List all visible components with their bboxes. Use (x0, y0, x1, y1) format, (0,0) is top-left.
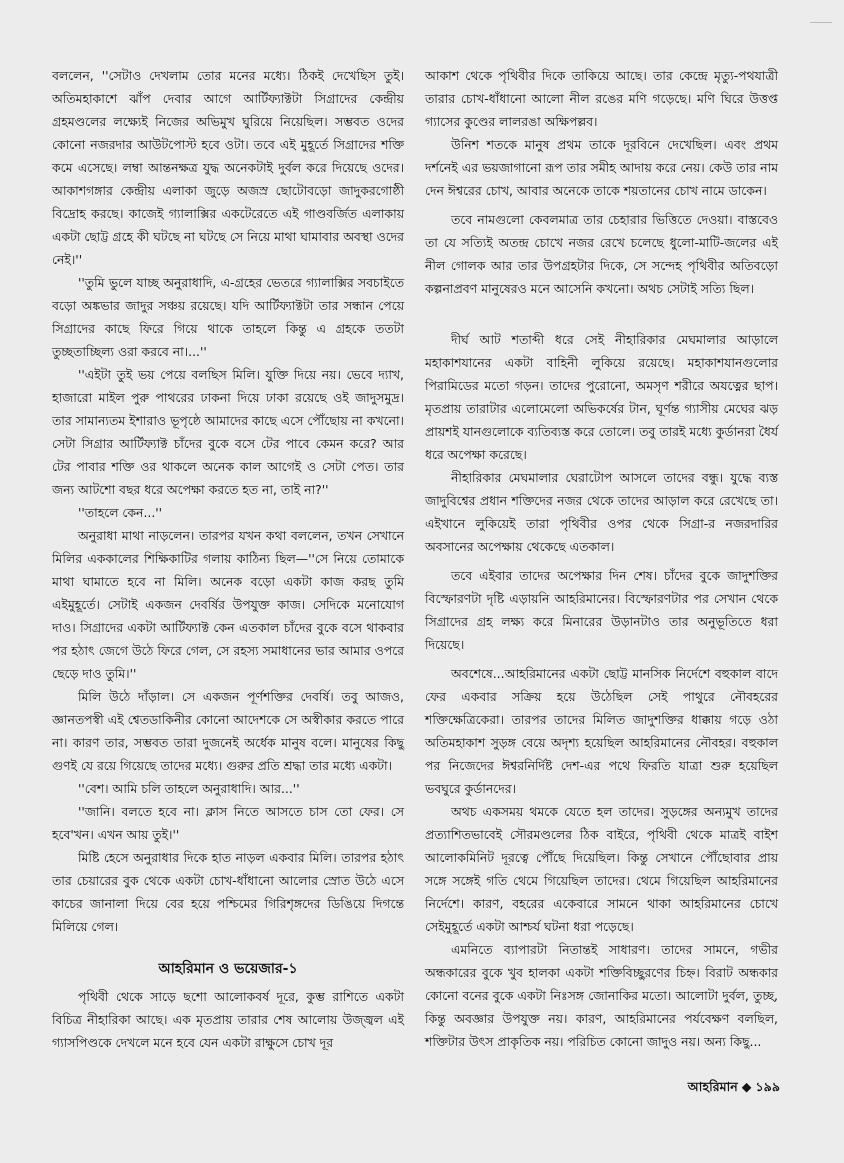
paragraph: নীহারিকার মেঘমালার ঘেরাটোপ আসলে তাদের বন্ধু। যুদ্ধে ব্যস্ত জাদুবিশ্বের প্রধান শক্তিদের নজর থেকে তাদের আড়াল করে রেখেছে তা। এইখানে লুকিয়েই তারা পৃথিবীর ওপর থেকে সিগ্রা-র নজরদারির অবসানের অপেক্ষায় থেকেছে এতকাল। (425, 470, 778, 554)
paragraph: বললেন, ''সেটাও দেখলাম তোর মনের মধ্যে। ঠিকই দেখেছিস তুই। অতিমহাকাশে ঝাঁপ দেবার আগে আর্টিফ্যাক্টটা সিগ্রাদের কেন্দ্রীয় গ্রহমণ্ডলের লক্ষ্যেই নিজের অভিমুখ ঘুরিয়ে নিয়েছিল। সম্ভবত ওদের কোনো নজরদার আউটপোস্ট হবে ওটা। তবে এই মুহূর্তে সিগ্রাদের শক্তি কমে এসেছে। লম্বা আন্তনক্ষত্র যুদ্ধ অনেকটাই দুর্বল করে দিয়েছে ওদের। আকাশগঙ্গার কেন্দ্রীয় এলাকা জুড়ে অজস্র ছোটোবড়ো জাদুকরগোষ্ঠী বিদ্রোহ করছে। কাজেই গ্যালাক্সির একটেরেতে এই গাণ্ডবর্জিত এলাকায় একটা ছোট্ট গ্রহে কী ঘটছে না ঘটছে সে নিয়ে মাথা ঘামাবার অবস্থা ওদের নেই।'' (52, 68, 404, 267)
section-heading: আহরিমান ও ভয়েজার-১ (158, 961, 298, 977)
paragraph: ''জানি। বলতে হবে না। ক্লাস নিতে আসতে চাস তো ফের। সে হবে'খন। এখন আয় তুই।'' (52, 804, 404, 842)
paragraph: ''তাহলে কেন...'' (78, 505, 163, 520)
page-edge-mark (810, 22, 832, 23)
paragraph: পৃথিবী থেকে সাড়ে ছশো আলোকবর্ষ দূরে, কুম্ভ রাশিতে একটা বিচিত্র নীহারিকা আছে। এক মৃতপ্রায় তারার শেষ আলোয় উজ্জ্বল এই গ্যাসপিণ্ডকে দেখলে মনে হবে যেন একটা রাক্ষুসে চোখ দূর (52, 989, 404, 1050)
paragraph: মিলি উঠে দাঁড়াল। সে একজন পূর্ণশক্তির দেবর্ষি। তবু আজও, জ্ঞানতপস্বী এই শ্বেতডাকিনীর কোনো আদেশকে সে অস্বীকার করতে পারে না। কারণ তার, সম্ভবত তারা দুজনেই অর্ধেক মানুষ বলে। মানুষের কিছু গুণই যে রয়ে গিয়েছে তাদের মধ্যে। গুরুর প্রতি শ্রদ্ধা তার মধ্যে একটা। (52, 689, 404, 773)
running-title: আহরিমান (687, 1079, 738, 1094)
paragraph: অনুরাধা মাথা নাড়লেন। তারপর যখন কথা বললেন, তখন সেখানে মিলির এককালের শিক্ষিকাটির গলায় কাঠিন্য ছিল—''সে নিয়ে তোমাকে মাথা ঘামাতে হবে না মিলি। অনেক বড়ো একটা কাজ করছ তুমি এইমুহূর্তে। সেটাই একজন দেবর্ষির উপযুক্ত কাজ। সেদিকে মনোযোগ দাও। সিগ্রাদের একটা আর্টিফ্যাক্ট কেন এতকাল চাঁদের বুকে বসে থাকবার পর হঠাৎ জেগে উঠে ফিরে গেল, সে রহস্য সমাধানের ভার আমার ওপরে ছেড়ে দাও তুমি।'' (52, 528, 404, 681)
paragraph: অথচ একসময় থমকে যেতে হল তাদের। সুড়ঙ্গের অন্যমুখ তাদের প্রত্যাশিতভাবেই সৌরমণ্ডলের ঠিক বাইরে, পৃথিবী থেকে মাত্রই বাইশ আলোকমিনিট দূরত্বে পৌঁছে দিয়েছিল। কিন্তু সেখানে পৌঁছোবার প্রায় সঙ্গে সঙ্গেই গতি থেমে গিয়েছিল তাদের। থেমে গিয়েছিল আহরিমানের নির্দেশে। কারণ, বহরের একেবারে সামনে থাকা আহরিমানের চোখে সেইমুহূর্তে একটা আশ্চর্য ঘটনা ধরা পড়েছে। (425, 804, 778, 934)
paragraph: ''তুমি ভুলে যাচ্ছ অনুরাধাদি, এ-গ্রহের ভেতরে গ্যালাক্সির সবচাইতে বড়ো অঙ্কভার জাদুর সঞ্চয় রয়েছে। যদি আর্টিফ্যাক্টটা তার সন্ধান পেয়ে সিগ্রাদের কাছে ফিরে গিয়ে থাকে তাহলে কিন্তু এ গ্রহকে ততটা তুচ্ছতাচ্ছিল্য ওরা করবে না।...'' (52, 275, 404, 359)
scene-break (425, 300, 778, 328)
paragraph: ''বেশ। আমি চলি তাহলে অনুরাধাদি। আর...'' (78, 781, 300, 796)
paragraph: উনিশ শতকে মানুষ প্রথম তাকে দূরবিনে দেখেছিল। এবং প্রথম দর্শনেই এর ভয়জাগানো রূপ তার সমীহ আদায় করে নেয়। কেউ তার নাম দেন ঈশ্বরের চোখ, আবার অনেকে তাকে শয়তানের চোখ নামে ডাকেন। (425, 137, 778, 198)
paragraph: দীর্ঘ আট শতাব্দী ধরে সেই নীহারিকার মেঘমালার আড়ালে মহাকাশযানের একটা বাহিনী লুকিয়ে রয়েছে। মহাকাশযানগুলোর পিরামিডের মতো গড়ন। তাদের পুরোনো, অমসৃণ শরীরে অযত্নের ছাপ। মৃতপ্রায় তারাটার এলোমেলো অভিকর্ষের টান, ঘূর্ণন্ত গ্যাসীয় মেঘের ঝড় প্রায়শই যানগুলোকে ব্যতিব্যস্ত করে তোলে। তবু তারই মধ্যে কুর্ডানরা ধৈর্য ধরে অপেক্ষা করেছে। (425, 332, 778, 462)
right-column (425, 64, 778, 1053)
page-footer (688, 1075, 780, 1098)
paragraph: অবশেষে...আহরিমানের একটা ছোট্ট মানসিক নির্দেশে বহুকাল বাদে ফের একবার সক্রিয় হয়ে উঠেছিল সেই পাথুরে নৌবহরের শক্তিক্ষেত্রিকেরা। তারপর তাদের মিলিত জাদুশক্তির ধাক্কায় গড়ে ওঠা অতিমহাকাশ সুড়ঙ্গ বেয়ে অদৃশ্য হয়েছিল আহরিমানের নৌবহর। বহুকাল পর নিজেদের ঈশ্বরনির্দিষ্ট দেশ-এর পথে ফিরতি যাত্রা শুরু হয়েছিল ভবঘুরে কুর্ডানদের। (425, 666, 778, 796)
left-column (52, 64, 404, 1054)
page-number: ১৯৯ (755, 1079, 780, 1094)
paragraph: ''এইটা তুই ভয় পেয়ে বলছিস মিলি। যুক্তি দিয়ে নয়। ভেবে দ্যাখ, হাজারো মাইল পুরু পাথরের ঢাকনা দিয়ে ঢাকা রয়েছে ওই জাদুসমুদ্র। তার সামান্যতম ইশারাও ভূপৃষ্ঠে আমাদের কাছে এসে পৌঁছোয় না কখনো। সেটা সিগ্রার আর্টিফ্যাক্ট চাঁদের বুকে বসে টের পাবে কেমন করে? আর টের পাবার শক্তি ওর থাকলে অনেক কাল আগেই ও সেটা পেত। তার জন্য আটশো বছর ধরে অপেক্ষা করতে হত না, তাই না?'' (52, 367, 404, 497)
paragraph: মিষ্টি হেসে অনুরাধার দিকে হাত নাড়ল একবার মিলি। তারপর হঠাৎ তার চেয়ারের বুক থেকে একটা চোখ-ধাঁধানো আলোর স্রোত উঠে এসে কাচের জানালা দিয়ে বের হয়ে পশ্চিমের গিরিশৃঙ্গদের ডিঙিয়ে দিগন্তে মিলিয়ে গেল। (52, 850, 404, 934)
diamond-icon: ◆ (741, 1079, 752, 1094)
paragraph: তবে এইবার তাদের অপেক্ষার দিন শেষ। চাঁদের বুকে জাদুশক্তির বিস্ফোরণটা দৃষ্টি এড়ায়নি আহরিমানের। বিস্ফোরণটার পর সেখান থেকে সিগ্রাদের গ্রহ লক্ষ্য করে মিনারের উড়ানটাও তার অনুভূতিতে ধরা দিয়েছে। (425, 568, 778, 652)
paragraph: তবে নামগুলো কেবলমাত্র তার চেহারার ভিত্তিতে দেওয়া। বাস্তবেও তা যে সত্যিই অতন্দ্র চোখে নজর রেখে চলেছে ধুলো-মাটি-জলের এই নীল গোলক আর তার উপগ্রহটার দিকে, সে সন্দেহ পৃথিবীর অতিবড়ো কল্পনাপ্রবণ মানুষেরও মনে আসেনি কখনো। অথচ সেটাই সত্যি ছিল। (425, 212, 778, 296)
paragraph: এমনিতে ব্যাপারটা নিতান্তই সাধারণ। তাদের সামনে, গভীর অন্ধকারের বুকে খুব হালকা একটা শক্তিবিচ্ছুরণের চিহ্ন। বিরাট অন্ধকার কোনো বনের বুকে একটা নিঃসঙ্গ জোনাকির মতো। আলোটা দুর্বল, তুচ্ছ, কিন্তু অবজ্ঞার উপযুক্ত নয়। কারণ, আহরিমানের পর্যবেক্ষণ বলছিল, শক্তিটার উৎস প্রাকৃতিক নয়। পরিচিত কোনো জাদুও নয়। অন্য কিছু... (425, 942, 778, 1049)
paragraph: আকাশ থেকে পৃথিবীর দিকে তাকিয়ে আছে। তার কেন্দ্রে মৃত্যু-পথযাত্রী তারার চোখ-ধাঁধানো আলো নীল রঙের মণি গড়েছে। মণি ঘিরে উত্তপ্ত গ্যাসের কুণ্ডের লালরঙা অক্ষিপল্লব। (425, 68, 778, 129)
